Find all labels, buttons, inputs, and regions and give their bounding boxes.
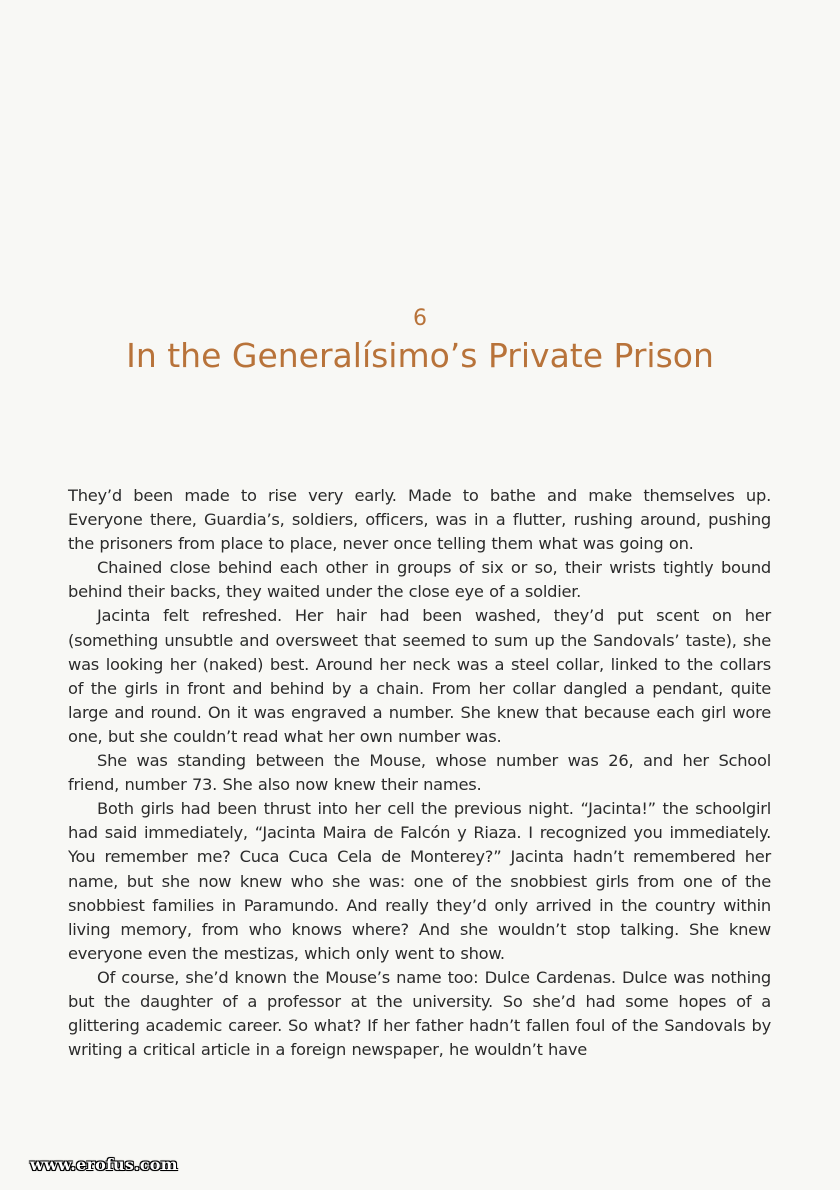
- paragraph: Chained close behind each other in groups of six or so, their wrists tightly bound behind their backs, they waited under the close eye of a soldier.: [68, 558, 771, 602]
- chapter-number: 6: [413, 306, 427, 331]
- paragraph: They’d been made to rise very early. Made to bathe and make themselves up. Everyone there, Guardia’s, soldiers, officers, was in a flutter, rushing around, pushing the prisoners from place to place, never once telling them what was going on.: [68, 486, 771, 554]
- paragraph: Of course, she’d known the Mouse’s name too: Dulce Cardenas. Dulce was nothing but the daughter of a professor at the university. So she’d had some hopes of a glittering academic career. So what? If her father hadn’t fallen foul of the Sandovals by writing a critical article in a foreign newspaper, he wouldn’t have: [68, 967, 771, 1060]
- watermark-link[interactable]: www.erofus.com: [30, 1155, 178, 1174]
- paragraph: Jacinta felt refreshed. Her hair had been washed, they’d put scent on her (something unsubtle and oversweet that seemed to sum up the Sandovals’ taste), she was looking her (naked) best. Around her neck was a steel collar, linked to the collars of the girls in front and behind by a chain. From her collar dangled a pendant, quite large and round. On it was engraved a number. She knew that because each girl wore one, but she couldn’t read what her own number was.: [68, 606, 771, 746]
- paragraph: Both girls had been thrust into her cell the previous night. “Jacinta!” the schoolgirl had said immediately, “Jacinta Maira de Falcón y Riaza. I recognized you immediately. You remember me? Cuca Cuca Cela de Monterey?” Jacinta hadn’t remembered her name, but she now knew who she was: one of the snobbiest girls from one of the snobbiest families in Paramundo. And really they’d only arrived in the country within living memory, from who knows where? And she wouldn’t stop talking. She knew everyone even the mestizas, which only went to show.: [68, 799, 771, 963]
- chapter-body: [68, 484, 771, 1062]
- paragraph: She was standing between the Mouse, whose number was 26, and her School friend, number 73. She also now knew their names.: [68, 751, 771, 795]
- chapter-title: In the Generalísimo’s Private Prison: [126, 336, 714, 375]
